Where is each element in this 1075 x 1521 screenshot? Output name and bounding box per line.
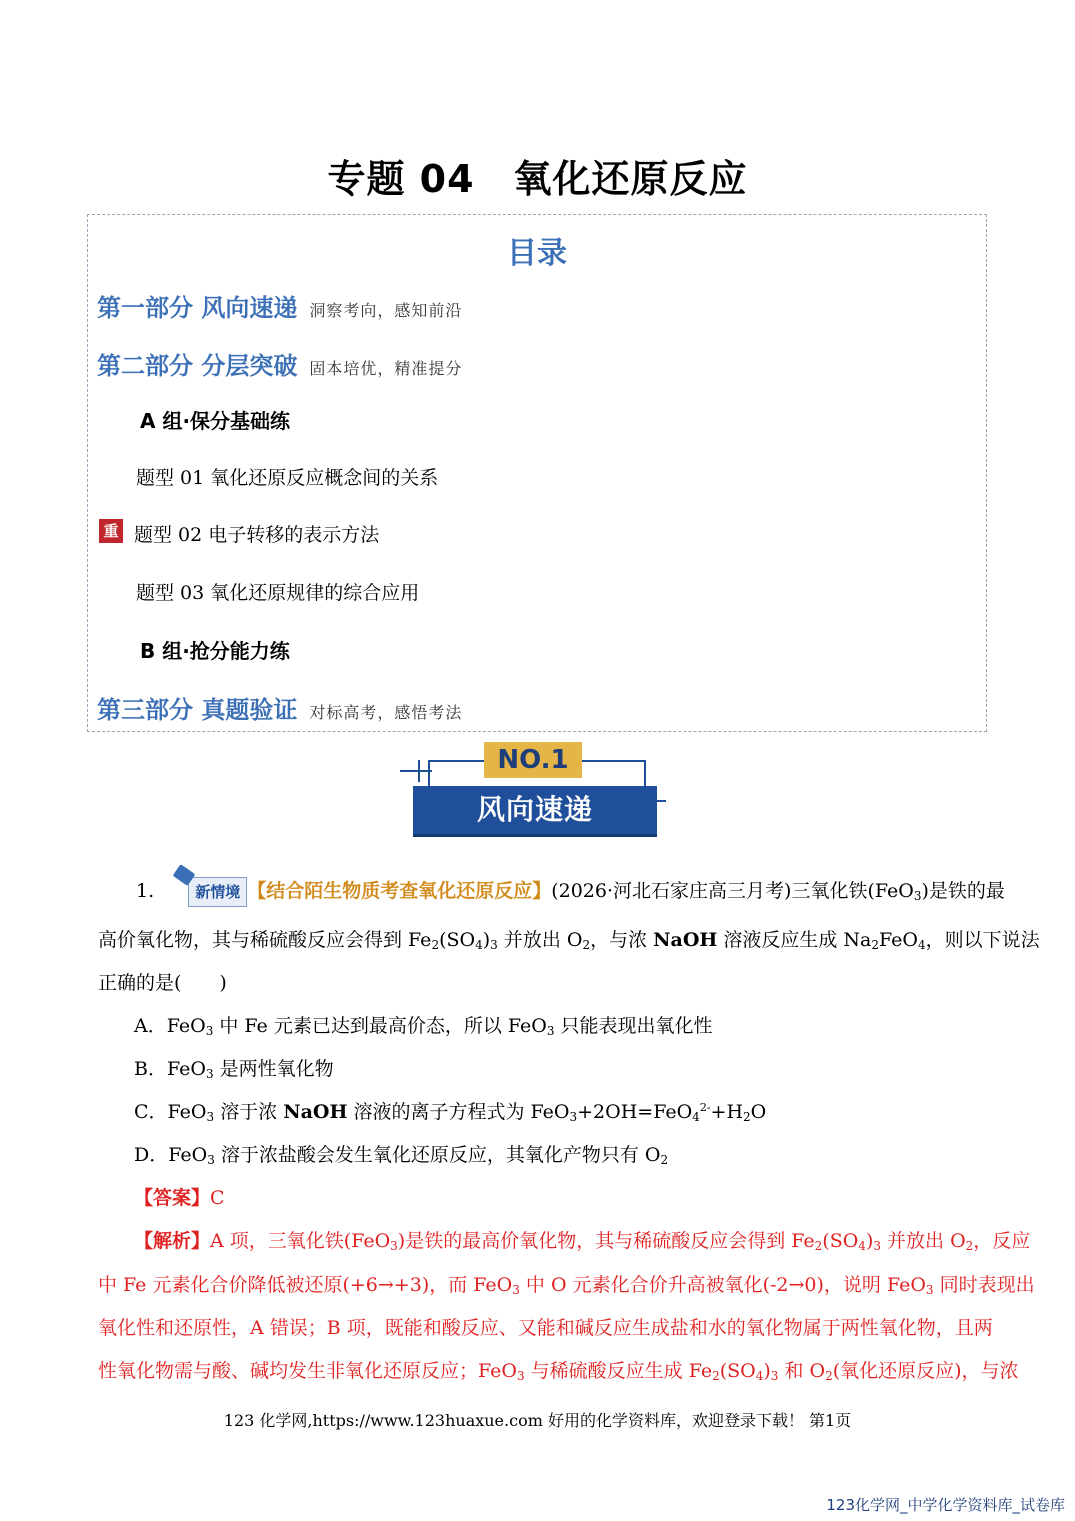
toc-part-2[interactable] [97, 346, 462, 381]
toc-part-1-sub: 洞察考向，感知前沿 [309, 301, 463, 320]
analysis-line-3: 氧化性和还原性，A 错误；B 项，既能和酸反应、又能和碱反应生成盐和水的氧化物属于两性氧化物，且两 [98, 1317, 993, 1339]
question-text-3: 正确的是( ) [98, 972, 227, 994]
option-c[interactable]: C．FeO$_3$ 溶于浓 NaOH 溶液的离子方程式为 $FeO_3+2OH=FeO_4^{2-}+H_2O$ [134, 1101, 767, 1124]
toc-heading: 目录 [507, 236, 567, 271]
analysis-line-1: 【解析】A 项，三氧化铁(FeO$_3$)是铁的最高价氧化物，其与稀硫酸反应会得到 $Fe_2(SO_4)_3$ 并放出 $O_2$，反应 [134, 1230, 1031, 1253]
question-text-1: 三氧化铁(FeO$_3$)是铁的最 [791, 880, 1005, 903]
section-banner-number: NO.1 [484, 742, 582, 778]
toc-part-1[interactable] [97, 288, 462, 323]
toc-part-3[interactable] [97, 690, 462, 725]
toc-group-a[interactable]: A 组·保分基础练 [140, 409, 291, 433]
question-topic: 【结合陌生物质考查氧化还原反应】 [247, 880, 552, 902]
toc-group-b[interactable]: B 组·抢分能力练 [140, 639, 290, 663]
question-number: 1. [136, 880, 155, 902]
toc-part-3-label: 第三部分 真题验证 [97, 696, 298, 724]
banner-deco-tick [418, 760, 420, 782]
option-d[interactable]: D．FeO$_3$ 溶于浓盐酸会发生氧化还原反应，其氧化产物只有 $O_2$ [134, 1144, 669, 1167]
toc-topic-1[interactable]: 题型 01 氧化还原反应概念间的关系 [136, 467, 439, 489]
question-source: (2026·河北石家庄高三月考) [551, 880, 792, 902]
toc-part-3-sub: 对标高考，感悟考法 [309, 703, 463, 722]
page-title: 专题 04 氧化还原反应 [327, 157, 748, 201]
option-a[interactable]: A．FeO$_3$ 中 Fe 元素已达到最高价态，所以 FeO$_3$ 只能表现出氧化性 [134, 1015, 713, 1038]
toc-part-2-sub: 固本培优，精准提分 [309, 359, 463, 378]
toc-part-2-label: 第二部分 分层突破 [97, 352, 298, 380]
page-footer: 123 化学网,https://www.123huaxue.com 好用的化学资料库，欢迎登录下载！ 第1页 [223, 1411, 852, 1430]
toc-topic-3[interactable]: 题型 03 氧化还原规律的综合应用 [136, 582, 420, 604]
analysis-line-4: 性氧化物需与酸、碱均发生非氧化还原反应；FeO$_3$ 与稀硫酸反应生成 $Fe_2(SO_4)_3$ 和 $O_2$(氧化还原反应)，与浓 [98, 1360, 1019, 1383]
analysis-label: 【解析】 [134, 1230, 211, 1252]
answer-line [134, 1185, 225, 1211]
answer-value: C [210, 1187, 225, 1209]
key-badge: 重 [99, 519, 123, 543]
analysis-line-2: 中 Fe 元素化合价降低被还原(+6→+3)，而 FeO$_3$ 中 O 元素化合价升高被氧化(-2→0)，说明 FeO$_3$ 同时表现出 [98, 1274, 1035, 1297]
toc-topic-2[interactable]: 题型 02 电子转移的表示方法 [134, 524, 380, 546]
new-context-tag: 新情境 [188, 877, 247, 907]
question-text-2: 高价氧化物，其与稀硫酸反应会得到 $Fe_2(SO_4)_3$ 并放出 $O_2$，与浓 NaOH 溶液反应生成 $Na_2FeO_4$，则以下说法 [98, 929, 1040, 952]
site-watermark: 123化学网_中学化学资料库_试卷库 [826, 1496, 1065, 1514]
question-header [136, 877, 1005, 907]
section-banner-title: 风向速递 [413, 786, 657, 834]
toc-part-1-label: 第一部分 风向速递 [97, 294, 298, 322]
option-b[interactable]: B．FeO$_3$ 是两性氧化物 [134, 1058, 334, 1081]
answer-label: 【答案】 [134, 1187, 211, 1209]
